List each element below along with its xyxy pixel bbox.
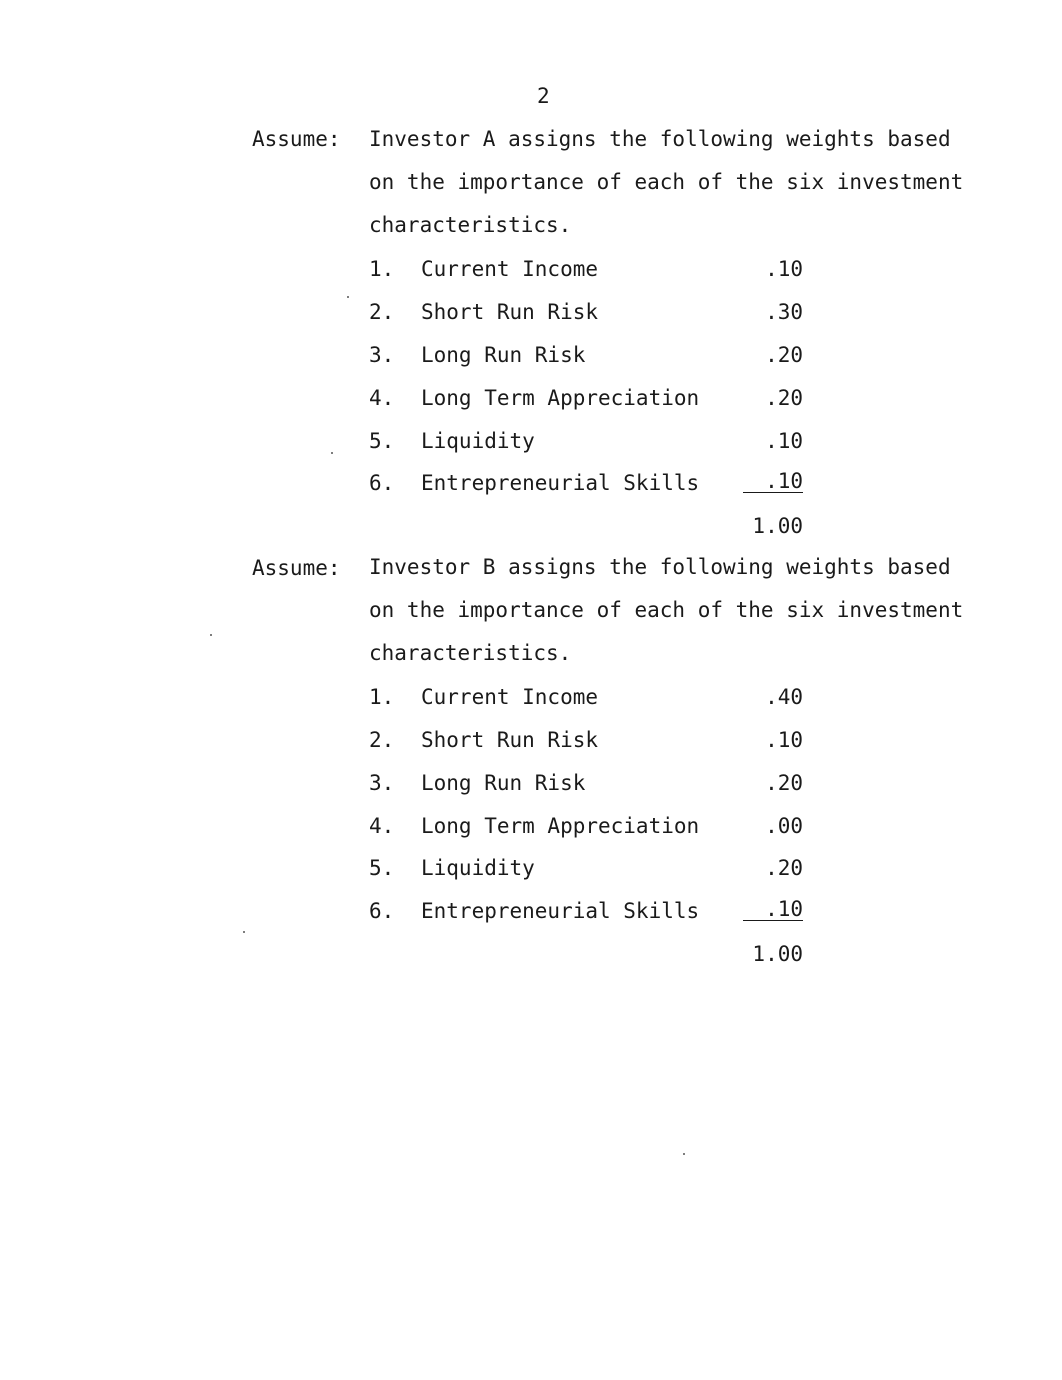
item-label: Short Run Risk (421, 300, 599, 324)
item-label: Current Income (421, 685, 599, 709)
page-number: 2 (537, 84, 550, 108)
item-number: 3. (369, 771, 395, 795)
list-item (0, 899, 1062, 942)
list-item (0, 471, 1062, 514)
item-weight: .10 (765, 257, 803, 281)
item-number: 6. (369, 471, 395, 495)
item-number: 4. (369, 814, 395, 838)
item-weight: .10 (765, 728, 803, 752)
assume-label: Assume: (252, 556, 341, 580)
list-item (0, 386, 1062, 429)
assume-label: Assume: (252, 127, 341, 151)
list-item (0, 728, 1062, 771)
item-number: 1. (369, 685, 395, 709)
item-number: 5. (369, 429, 395, 453)
item-label: Entrepreneurial Skills (421, 471, 700, 495)
item-weight: .10 (743, 899, 803, 921)
item-weight: .10 (743, 471, 803, 493)
scan-speck (347, 296, 349, 298)
item-weight: .20 (765, 343, 803, 367)
item-number: 4. (369, 386, 395, 410)
scan-speck (683, 1153, 685, 1155)
item-label: Liquidity (421, 856, 535, 880)
section-paragraph: Investor B assigns the following weights based on the importance of each of the six investment characteristics. (369, 555, 964, 665)
item-number: 6. (369, 899, 395, 923)
item-label: Long Term Appreciation (421, 814, 700, 838)
scan-speck (331, 452, 333, 454)
scan-speck (210, 634, 212, 636)
item-label: Long Run Risk (421, 771, 586, 795)
item-weight: .20 (765, 856, 803, 880)
list-item (0, 257, 1062, 300)
item-label: Liquidity (421, 429, 535, 453)
item-label: Current Income (421, 257, 599, 281)
item-number: 1. (369, 257, 395, 281)
item-weight: .00 (765, 814, 803, 838)
item-weight: .20 (765, 771, 803, 795)
item-label: Long Term Appreciation (421, 386, 700, 410)
item-weight: .10 (765, 429, 803, 453)
section-paragraph: Investor A assigns the following weights based on the importance of each of the six investment characteristics. (369, 127, 964, 237)
list-item (0, 343, 1062, 386)
total-weight: 1.00 (752, 942, 803, 966)
total-weight: 1.00 (752, 514, 803, 538)
item-number: 5. (369, 856, 395, 880)
item-label: Short Run Risk (421, 728, 599, 752)
item-label: Entrepreneurial Skills (421, 899, 700, 923)
list-item (0, 814, 1062, 857)
item-label: Long Run Risk (421, 343, 586, 367)
item-weight: .40 (765, 685, 803, 709)
list-item (0, 300, 1062, 343)
item-weight: .20 (765, 386, 803, 410)
list-item (0, 429, 1062, 472)
item-number: 3. (369, 343, 395, 367)
list-item (0, 771, 1062, 814)
item-number: 2. (369, 728, 395, 752)
item-number: 2. (369, 300, 395, 324)
item-weight: .30 (765, 300, 803, 324)
list-item (0, 856, 1062, 899)
list-item (0, 685, 1062, 728)
scan-speck (243, 931, 245, 933)
